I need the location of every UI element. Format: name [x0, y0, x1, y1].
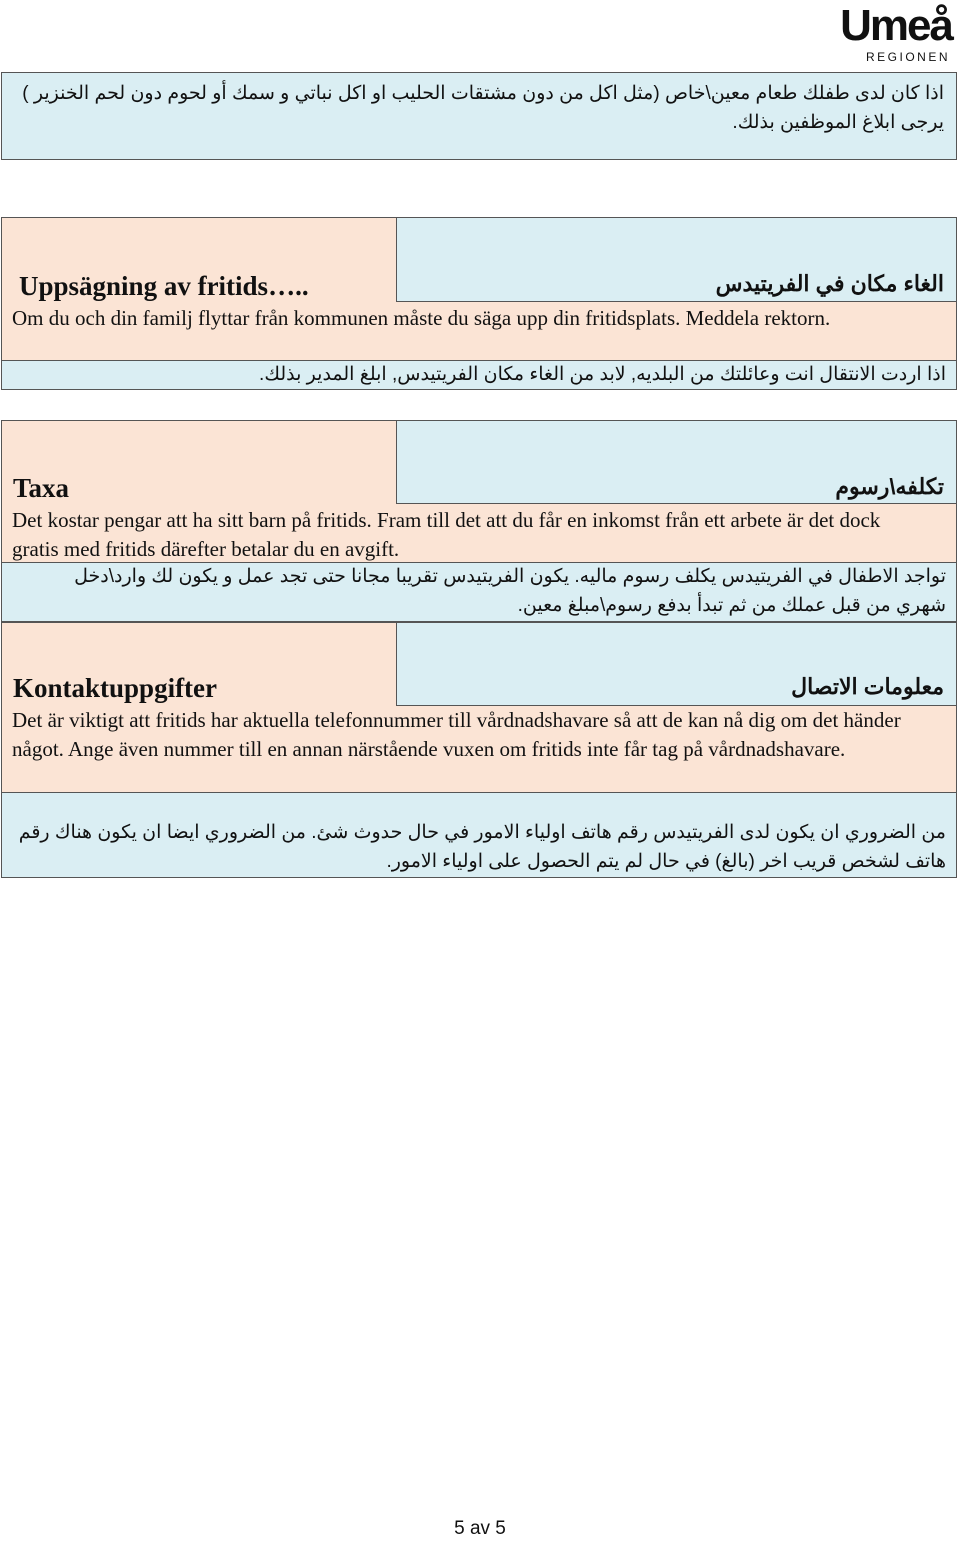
logo-subtitle: REGIONEN: [865, 50, 950, 64]
cancellation-text-ar: اذا اردت الانتقال انت وعائلتك من البلديه, لابد من الغاء مكان الفريتيدس, ابلغ المدير بذلك.: [259, 364, 946, 385]
fee-heading-ar: تكلفه\رسوم: [835, 474, 944, 499]
special-food-note-line2: يرجى ابلاغ الموظفين بذلك.: [732, 112, 944, 133]
special-food-note-box: [1, 72, 957, 160]
special-food-note-line1: اذا كان لدى طفلك طعام معين\خاص (مثل اكل من دون مشتقات الحليب او اكل نباتي و سمك أو لحوم دون لحم الخنزير ): [22, 83, 944, 104]
contact-heading-ar: معلومات الاتصال: [791, 674, 944, 699]
fee-text-ar: تواجد الاطفال في الفريتيدس يكلف رسوم ماليه. يكون الفريتيدس تقريبا مجانا حتى تجد عمل و يكون لك وارد\دخل شهري من قبل عملك من ثم تبدأ بدفع رسوم\مبلغ معين.: [74, 566, 946, 616]
page-number: 5 av 5: [454, 1518, 506, 1539]
contact-text-sv: Det är viktigt att fritids har aktuella telefonnummer till vårdnadshavare så att de kan nå dig om det händer något. Ange även nummer till en annan närstående vuxen om fritids inte får tag på vårdnadshavare.: [12, 708, 901, 761]
umea-regionen-logo: [828, 1, 952, 66]
cancellation-text-sv: Om du och din familj flyttar från kommunen måste du säga upp din fritidsplats. Meddela rektorn.: [12, 306, 831, 330]
contact-text-ar: من الضروري ان يكون لدى الفريتيدس رقم هاتف اولياء الامور في حال حدوث شئ. من الضروري ايضا ان يكون هناك رقم هاتف لشخص قريب اخر (بالغ) في حال لم يتم الحصول على اولياء الامور.: [18, 822, 946, 872]
fee-text-sv: Det kostar pengar att ha sitt barn på fritids. Fram till det att du får en inkomst från ett arbete är det dock gratis med fritids därefter betalar du en avgift.: [12, 508, 881, 561]
cancellation-heading-sv: Uppsägning av fritids…..: [19, 271, 309, 301]
cancellation-heading-ar: الغاء مكان في الفريتيدس: [715, 271, 944, 296]
contact-heading-sv: Kontaktuppgifter: [13, 673, 218, 703]
fee-heading-sv: Taxa: [13, 473, 70, 503]
logo-wordmark: Umeå: [840, 1, 952, 50]
